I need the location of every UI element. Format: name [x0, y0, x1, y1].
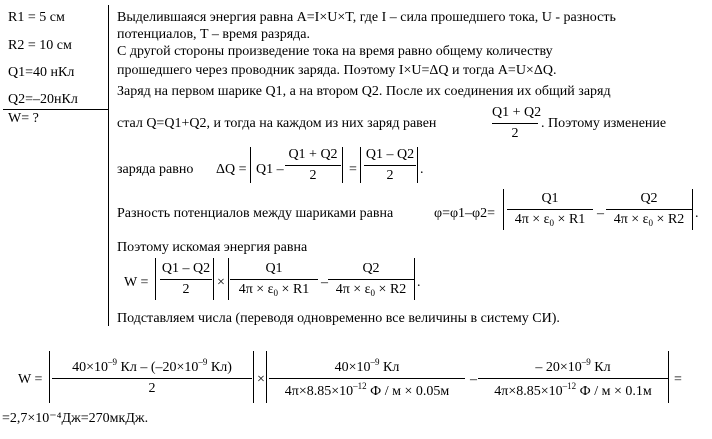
numeric-result: =2,7×10⁻⁴Дж=270мкДж. [2, 411, 149, 426]
para2-line2b: . Поэтому изменение [541, 116, 667, 131]
para2-line1: Заряд на первом шарике Q1, а на втором Q2. После их соединения их общий заряд [117, 84, 611, 99]
para5-text: Подставляем числа (переводя одновременно все величины в систему СИ). [117, 311, 560, 326]
given-vertical-rule [108, 5, 109, 326]
given-q2: Q2=–20нКл [8, 92, 78, 107]
given-q1: Q1=40 нКл [8, 65, 75, 80]
numeric-charge-term: $40\times 10^{-9}$ Кл – ($-20\times 10^{-9}$ Кл) 2 [52, 358, 252, 396]
para1-line2: потенциалов, T – время разряда. [117, 27, 310, 42]
numeric-potential-1: $40\times 10^{-9}$ Кл $4\pi\times 8.85\times 10^{-12}$ Ф / м × 0.05м [269, 358, 465, 399]
formula-w: W = [124, 275, 149, 290]
given-r1: R1 = 5 см [8, 10, 65, 25]
formula-phi: φ=φ1–φ2= [434, 206, 496, 221]
formula-half-sum: Q1 + Q2 2 [492, 105, 542, 141]
para2-line2a: стал Q=Q1+Q2, и тогда на каждом из них заряд равен [117, 116, 437, 131]
formula-delta-q: ΔQ = [216, 162, 247, 177]
given-divider [3, 109, 108, 110]
para1-line3: С другой стороны произведение тока на время равно общему количеству [117, 44, 553, 59]
para1-line4: прошедшего через проводник заряда. Поэтому I×U=ΔQ и тогда A=U×ΔQ. [117, 63, 557, 78]
para3-text: Разность потенциалов между шариками равна [117, 206, 394, 221]
find-w: W= ? [8, 111, 39, 126]
para4-text: Поэтому искомая энергия равна [117, 240, 308, 255]
para1-line1: Выделившаяся энергия равна A=I×U×T, где I – сила прошедшего тока, U - разность [117, 10, 616, 25]
numeric-potential-2: – $20\times 10^{-9}$ Кл $4\pi\times 8.85\times 10^{-12}$ Ф / м × 0.1м [478, 358, 668, 399]
numeric-w: W = [18, 372, 43, 387]
given-r2: R2 = 10 см [8, 38, 72, 53]
para2-line3: заряда равно [117, 162, 194, 177]
